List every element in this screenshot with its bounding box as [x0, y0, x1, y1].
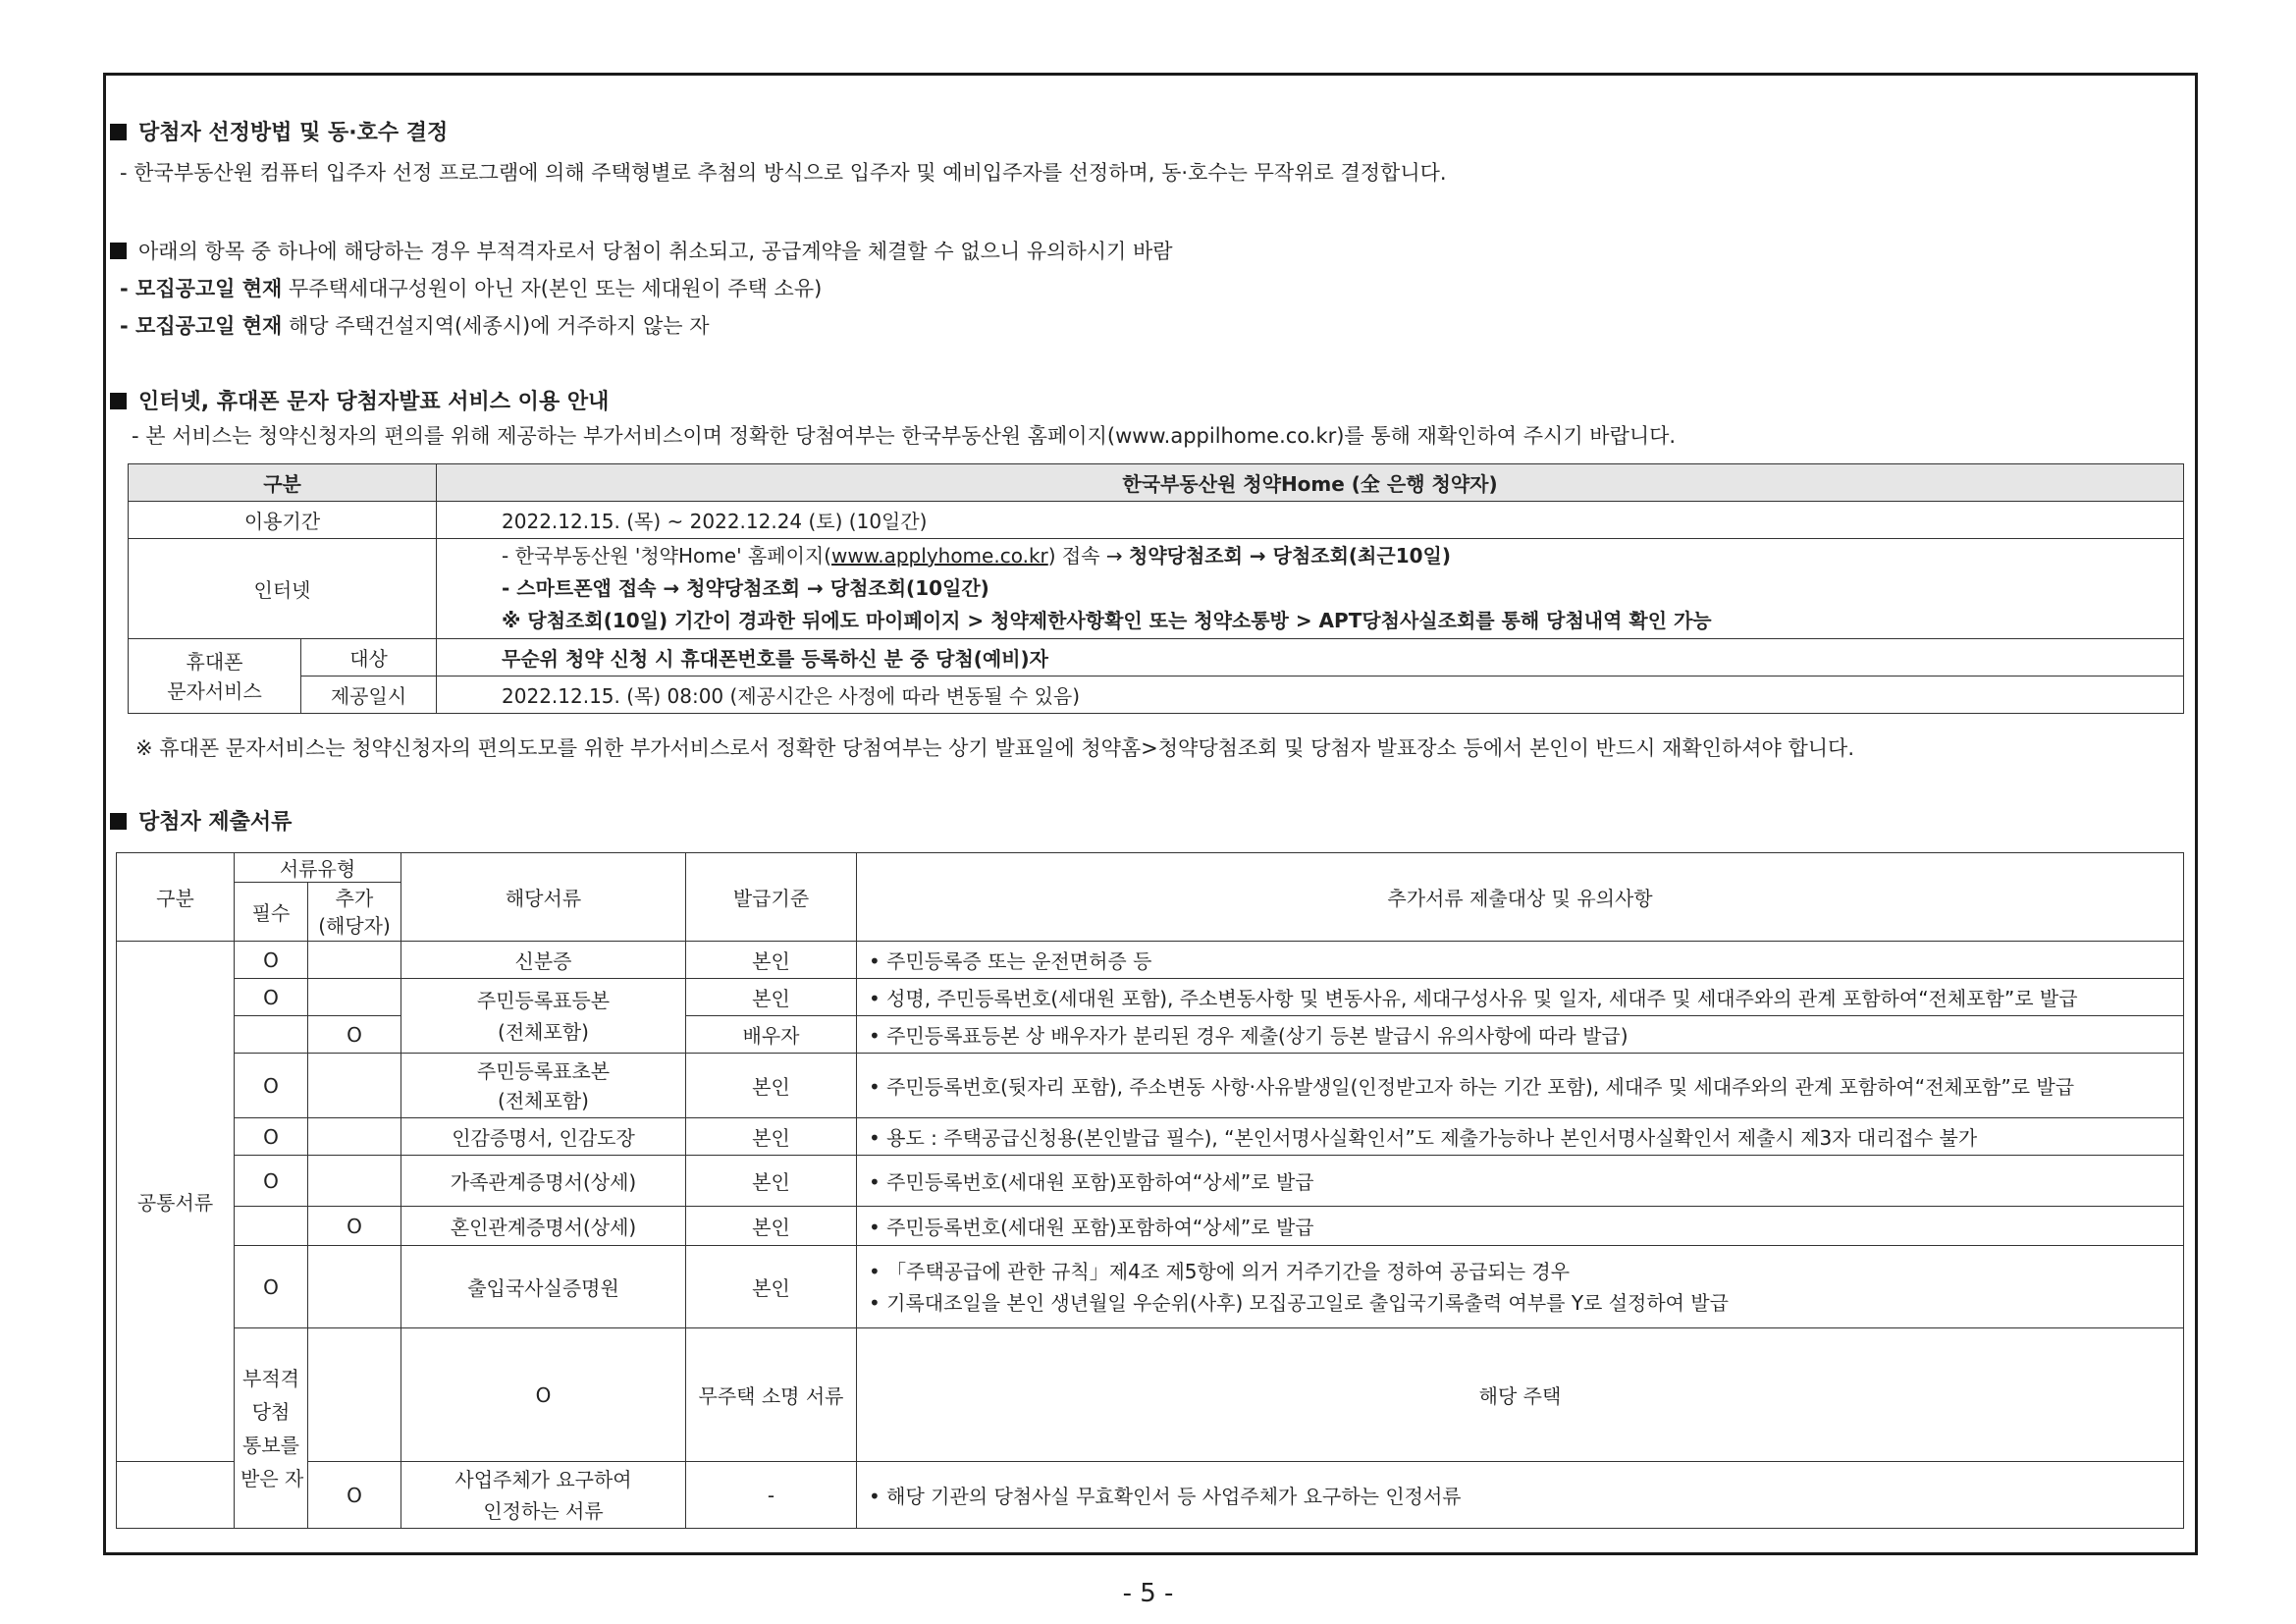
- table-row: [117, 1054, 2184, 1118]
- text: 당첨: [251, 1399, 291, 1424]
- text: 휴대폰: [186, 649, 243, 674]
- header-service: 한국부동산원 청약Home (全 은행 청약자): [437, 464, 2184, 502]
- note-cell: • 주민등록증 또는 운전면허증 등: [857, 942, 2184, 979]
- period-value: 2022.12.15. (목) ~ 2022.12.24 (토) (10일간): [437, 502, 2184, 539]
- header-additional: [308, 883, 401, 942]
- sms-note: ※ 휴대폰 문자서비스는 청약신청자의 편의도모를 위한 부가서비스로서 정확한 당첨여부는 상기 발표일에 청약홈>청약당첨조회 및 당첨자 발표장소 등에서 본인이 반드시 재확인하셔야 합니다.: [135, 736, 1854, 760]
- header-required: 필수: [235, 883, 308, 942]
- document-cell: 신분증: [401, 942, 686, 979]
- square-bullet-icon: [110, 243, 127, 259]
- group-disqualified-label: [235, 1328, 308, 1529]
- text: (해당자): [318, 913, 391, 938]
- basis-cell: 본인: [686, 979, 857, 1016]
- additional-cell: O: [308, 1207, 401, 1246]
- additional-cell: [308, 1156, 401, 1207]
- basis-cell: 본인: [686, 1156, 857, 1207]
- heading-text: 당첨자 제출서류: [138, 810, 293, 835]
- additional-cell: [308, 1246, 401, 1328]
- table-row: [117, 979, 2184, 1016]
- text: 인정하는 서류: [483, 1498, 604, 1523]
- documents-table: [116, 852, 2184, 1529]
- text: 사업주체가 요구하여: [454, 1467, 632, 1491]
- text: 통보를: [242, 1433, 299, 1457]
- square-bullet-icon: [110, 813, 127, 830]
- header-doc-type: 서류유형: [235, 853, 401, 883]
- heading-text: 당첨자 선정방법 및 동·호수 결정: [138, 121, 449, 145]
- section-heading-disqualification: [110, 236, 1173, 265]
- text: 부적격: [242, 1366, 299, 1390]
- note-cell: • 주민등록번호(뒷자리 포함), 주소변동 사항·사유발생일(인정받고자 하는 기간 포함), 세대주 및 세대주와의 관계 포함하여“전체포함”로 발급: [857, 1054, 2184, 1118]
- date-value: 2022.12.15. (목) 08:00 (제공시간은 사정에 따라 변동될 수 있음): [437, 677, 2184, 714]
- section-heading-notification-service: [110, 385, 609, 415]
- header-category: 구분: [117, 853, 235, 942]
- header-document: 해당서류: [401, 853, 686, 942]
- required-cell: O: [235, 942, 308, 979]
- group-common-label: 공통서류: [117, 942, 235, 1462]
- text: 청약당첨조회 → 당첨조회(최근10일): [1129, 544, 1451, 568]
- required-cell: O: [235, 979, 308, 1016]
- header-issue-basis: 발급기준: [686, 853, 857, 942]
- additional-cell: [308, 1118, 401, 1156]
- text: 문자서비스: [167, 678, 262, 703]
- additional-cell: [308, 1054, 401, 1118]
- target-value: 무순위 청약 신청 시 휴대폰번호를 등록하신 분 중 당첨(예비)자: [437, 639, 2184, 677]
- item-text: 해당 주택건설지역(세종시)에 거주하지 않는 자: [282, 314, 710, 338]
- text: • 「주택공급에 관한 규칙」제4조 제5항에 의거 거주기간을 정하여 공급되는 경우: [869, 1259, 1571, 1283]
- additional-cell: [308, 979, 401, 1016]
- text: • 기록대조일을 본인 생년월일 우순위(사후) 모집공고일로 출입국기록출력 여부를 Y로 설정하여 발급: [869, 1290, 1729, 1315]
- table-row: [117, 1156, 2184, 1207]
- required-cell: O: [235, 1246, 308, 1328]
- text: 주민등록표등본: [476, 988, 611, 1012]
- text: 주민등록표초본: [476, 1058, 611, 1083]
- required-cell: [235, 1016, 308, 1054]
- basis-cell: 본인: [686, 942, 857, 979]
- square-bullet-icon: [110, 124, 127, 140]
- additional-cell: O: [401, 1328, 686, 1462]
- document-cell: 인감증명서, 인감도장: [401, 1118, 686, 1156]
- text: (전체포함): [498, 1019, 589, 1044]
- table-row: [117, 1246, 2184, 1328]
- basis-cell: 본인: [686, 1207, 857, 1246]
- text: (전체포함): [498, 1088, 589, 1112]
- item-bold: - 모집공고일 현재: [120, 277, 283, 300]
- internet-line-2: - 스마트폰앱 접속 → 청약당첨조회 → 당첨조회(10일간): [502, 576, 989, 600]
- heading-text: 아래의 항목 중 하나에 해당하는 경우 부적격자로서 당첨이 취소되고, 공급계약을 체결할 수 없으니 유의하시기 바람: [138, 240, 1173, 263]
- document-cell: [401, 1462, 686, 1529]
- disqualification-item-2: [120, 310, 710, 340]
- date-label: 제공일시: [301, 677, 437, 714]
- table-row: [117, 1118, 2184, 1156]
- internet-value: [437, 539, 2184, 639]
- required-cell: O: [235, 1054, 308, 1118]
- note-cell: • 주민등록번호(세대원 포함)포함하여“상세”로 발급: [857, 1207, 2184, 1246]
- table-header-row: [129, 464, 2184, 502]
- basis-cell: 본인: [686, 1246, 857, 1328]
- basis-cell: 본인: [686, 1054, 857, 1118]
- required-cell: O: [235, 1118, 308, 1156]
- required-cell: [308, 1328, 401, 1462]
- target-label: 대상: [301, 639, 437, 677]
- internet-line-3: ※ 당첨조회(10일) 기간이 경과한 뒤에도 마이페이지 > 청약제한사항확인 또는 청약소통방 > APT당첨사실조회를 통해 당첨내역 확인 가능: [502, 609, 1712, 632]
- period-label: 이용기간: [129, 502, 437, 539]
- note-cell: • 성명, 주민등록번호(세대원 포함), 주소변동사항 및 변동사유, 세대구성사유 및 일자, 세대주 및 세대주와의 관계 포함하여“전체포함”로 발급: [857, 979, 2184, 1016]
- document-cell: [401, 979, 686, 1054]
- applyhome-link[interactable]: www.applyhome.co.kr: [831, 544, 1048, 568]
- basis-cell: 해당 주택: [857, 1328, 2184, 1462]
- required-cell: [235, 1207, 308, 1246]
- table-row: [129, 677, 2184, 714]
- text: ) 접속 →: [1047, 544, 1130, 568]
- sms-label: [129, 639, 301, 714]
- internet-line-1: [502, 540, 2177, 572]
- note-cell: • 주민등록표등본 상 배우자가 분리된 경우 제출(상기 등본 발급시 유의사항에 따라 발급): [857, 1016, 2184, 1054]
- additional-cell: O: [308, 1462, 401, 1529]
- additional-cell: O: [308, 1016, 401, 1054]
- note-cell: [857, 1246, 2184, 1328]
- required-cell: [117, 1462, 235, 1529]
- text: - 한국부동산원 '청약Home' 홈페이지(: [502, 544, 832, 568]
- header-notes: 추가서류 제출대상 및 유의사항: [857, 853, 2184, 942]
- basis-cell: -: [686, 1462, 857, 1529]
- item-text: 무주택세대구성원이 아닌 자(본인 또는 세대원이 주택 소유): [282, 277, 823, 300]
- basis-cell: 배우자: [686, 1016, 857, 1054]
- note-cell: • 주민등록번호(세대원 포함)포함하여“상세”로 발급: [857, 1156, 2184, 1207]
- table-row: [129, 539, 2184, 639]
- section-heading-selection: [110, 116, 448, 146]
- required-cell: O: [235, 1156, 308, 1207]
- document-cell: [401, 1054, 686, 1118]
- note-cell: • 해당 기관의 당첨사실 무효확인서 등 사업주체가 요구하는 인정서류: [857, 1462, 2184, 1529]
- additional-cell: [308, 942, 401, 979]
- table-row: [129, 502, 2184, 539]
- header-category: 구분: [129, 464, 437, 502]
- table-header-row: [117, 853, 2184, 883]
- internet-label: 인터넷: [129, 539, 437, 639]
- document-cell: 혼인관계증명서(상세): [401, 1207, 686, 1246]
- table-row: [117, 1462, 2184, 1529]
- table-row: [117, 942, 2184, 979]
- basis-cell: 본인: [686, 1118, 857, 1156]
- document-cell: 출입국사실증명원: [401, 1246, 686, 1328]
- item-bold: - 모집공고일 현재: [120, 314, 283, 338]
- square-bullet-icon: [110, 393, 127, 409]
- note-cell: • 용도 : 주택공급신청용(본인발급 필수), “본인서명사실확인서”도 제출가능하나 본인서명사실확인서 제출시 제3자 대리접수 불가: [857, 1118, 2184, 1156]
- page-number: - 5 -: [1122, 1579, 1174, 1608]
- service-description: - 본 서비스는 청약신청자의 편의를 위해 제공하는 부가서비스이며 정확한 당첨여부는 한국부동산원 홈페이지(www.appilhome.co.kr)를 통해 재확인하여 주시기 바랍니다.: [132, 424, 1677, 448]
- text: 추가: [335, 886, 374, 910]
- section-heading-documents: [110, 805, 292, 836]
- document-cell: 무주택 소명 서류: [686, 1328, 857, 1462]
- heading-text: 인터넷, 휴대폰 문자 당첨자발표 서비스 이용 안내: [138, 390, 610, 414]
- disqualification-item-1: [120, 273, 822, 302]
- text: 받은 자: [240, 1466, 304, 1490]
- selection-description: - 한국부동산원 컴퓨터 입주자 선정 프로그램에 의해 주택형별로 추첨의 방식으로 입주자 및 예비입주자를 선정하며, 동·호수는 무작위로 결정합니다.: [120, 161, 1447, 185]
- document-cell: 가족관계증명서(상세): [401, 1156, 686, 1207]
- table-row: [129, 639, 2184, 677]
- service-table: [128, 463, 2184, 714]
- table-row: [117, 1328, 2184, 1462]
- table-row: [117, 1207, 2184, 1246]
